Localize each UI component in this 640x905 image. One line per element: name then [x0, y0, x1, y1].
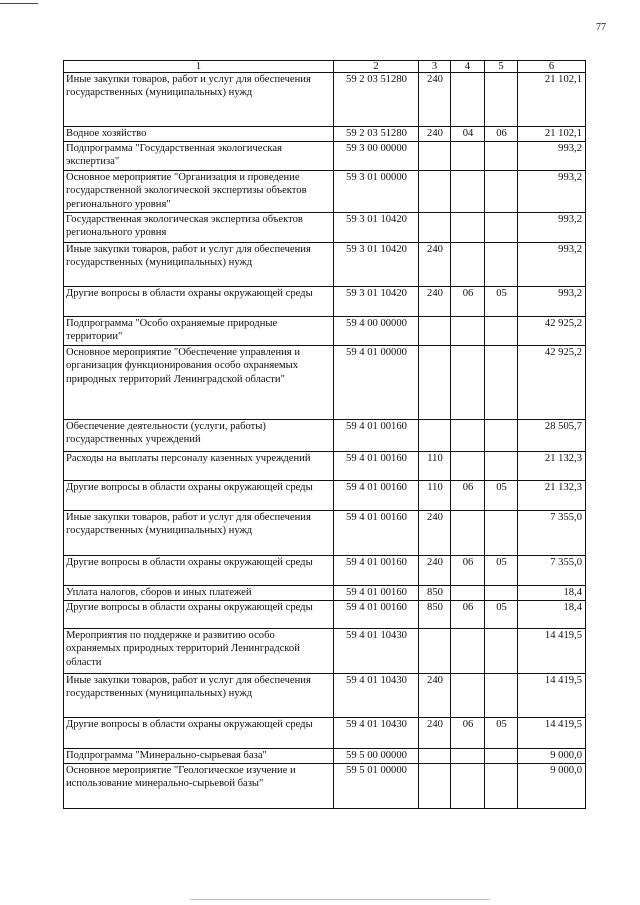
row-rz — [451, 142, 485, 171]
row-code: 59 4 01 00160 — [334, 420, 419, 452]
table-row — [64, 346, 586, 420]
col-header-6: 6 — [518, 61, 586, 73]
row-vr: 240 — [419, 511, 451, 556]
col-header-3: 3 — [419, 61, 451, 73]
row-rz — [451, 171, 485, 213]
row-pr — [485, 73, 518, 127]
row-sum: 18,4 — [518, 586, 586, 601]
row-name: Другие вопросы в области охраны окружающей среды — [64, 601, 334, 629]
col-header-1: 1 — [64, 61, 334, 73]
row-vr — [419, 171, 451, 213]
table-header-row — [64, 61, 586, 73]
row-name: Обеспечение деятельности (услуги, работы) государственных учреждений — [64, 420, 334, 452]
row-name: Государственная экологическая экспертиза объектов регионального уровня — [64, 213, 334, 243]
row-pr: 05 — [485, 556, 518, 586]
row-vr: 850 — [419, 601, 451, 629]
row-code: 59 4 00 00000 — [334, 317, 419, 346]
row-pr: 05 — [485, 287, 518, 317]
table-row — [64, 73, 586, 127]
row-code: 59 4 01 10430 — [334, 629, 419, 674]
row-vr: 240 — [419, 674, 451, 718]
row-vr: 240 — [419, 243, 451, 287]
row-vr: 240 — [419, 73, 451, 127]
row-rz — [451, 764, 485, 809]
budget-table — [63, 60, 586, 809]
row-pr: 05 — [485, 718, 518, 749]
table-row — [64, 142, 586, 171]
row-vr — [419, 629, 451, 674]
row-pr — [485, 142, 518, 171]
row-sum: 21 132,3 — [518, 481, 586, 511]
row-name: Подпрограмма "Минерально-сырьевая база" — [64, 749, 334, 764]
row-sum: 21 132,3 — [518, 452, 586, 481]
col-header-5: 5 — [485, 61, 518, 73]
table-row — [64, 171, 586, 213]
row-code: 59 5 00 00000 — [334, 749, 419, 764]
row-vr — [419, 420, 451, 452]
table-row — [64, 317, 586, 346]
row-name: Водное хозяйство — [64, 127, 334, 142]
table-row — [64, 556, 586, 586]
page-number: 77 — [596, 22, 606, 33]
row-code: 59 4 01 00160 — [334, 556, 419, 586]
table-row — [64, 749, 586, 764]
row-pr — [485, 317, 518, 346]
row-sum: 7 355,0 — [518, 556, 586, 586]
row-rz — [451, 73, 485, 127]
bottom-rule — [190, 899, 490, 900]
row-pr — [485, 452, 518, 481]
row-sum: 14 419,5 — [518, 718, 586, 749]
row-sum: 993,2 — [518, 243, 586, 287]
row-vr: 110 — [419, 452, 451, 481]
row-vr — [419, 213, 451, 243]
row-pr: 05 — [485, 481, 518, 511]
row-code: 59 4 01 00160 — [334, 452, 419, 481]
row-rz — [451, 346, 485, 420]
row-sum: 993,2 — [518, 142, 586, 171]
row-code: 59 2 03 51280 — [334, 73, 419, 127]
row-name: Другие вопросы в области охраны окружающей среды — [64, 718, 334, 749]
row-pr — [485, 213, 518, 243]
row-name: Другие вопросы в области охраны окружающей среды — [64, 287, 334, 317]
row-pr: 05 — [485, 601, 518, 629]
row-pr — [485, 674, 518, 718]
row-sum: 18,4 — [518, 601, 586, 629]
row-rz: 06 — [451, 718, 485, 749]
row-code: 59 3 01 10420 — [334, 243, 419, 287]
row-pr — [485, 586, 518, 601]
row-name: Другие вопросы в области охраны окружающей среды — [64, 481, 334, 511]
row-rz: 06 — [451, 556, 485, 586]
table-row — [64, 481, 586, 511]
row-sum: 14 419,5 — [518, 674, 586, 718]
row-code: 59 4 01 00160 — [334, 511, 419, 556]
row-vr: 240 — [419, 287, 451, 317]
row-vr — [419, 346, 451, 420]
table-row — [64, 287, 586, 317]
row-sum: 993,2 — [518, 171, 586, 213]
row-code: 59 3 01 10420 — [334, 213, 419, 243]
row-sum: 9 000,0 — [518, 749, 586, 764]
row-rz: 06 — [451, 601, 485, 629]
row-rz: 06 — [451, 287, 485, 317]
row-vr — [419, 142, 451, 171]
row-rz — [451, 511, 485, 556]
row-rz: 04 — [451, 127, 485, 142]
row-vr: 110 — [419, 481, 451, 511]
row-rz — [451, 317, 485, 346]
row-sum: 993,2 — [518, 287, 586, 317]
row-name: Другие вопросы в области охраны окружающей среды — [64, 556, 334, 586]
row-sum: 42 925,2 — [518, 346, 586, 420]
col-header-4: 4 — [451, 61, 485, 73]
table-row — [64, 127, 586, 142]
row-code: 59 5 01 00000 — [334, 764, 419, 809]
row-name: Иные закупки товаров, работ и услуг для обеспечения государственных (муниципальных) нужд — [64, 243, 334, 287]
row-sum: 21 102,1 — [518, 127, 586, 142]
row-rz — [451, 674, 485, 718]
row-vr — [419, 764, 451, 809]
row-rz — [451, 213, 485, 243]
row-code: 59 4 01 00160 — [334, 481, 419, 511]
table-row — [64, 674, 586, 718]
table-row — [64, 629, 586, 674]
row-name: Мероприятия по поддержке и развитию особо охраняемых природных территорий Ленинградской области — [64, 629, 334, 674]
row-vr — [419, 749, 451, 764]
row-rz: 06 — [451, 481, 485, 511]
row-vr — [419, 317, 451, 346]
row-name: Подпрограмма "Особо охраняемые природные территории" — [64, 317, 334, 346]
row-code: 59 3 01 10420 — [334, 287, 419, 317]
row-pr — [485, 346, 518, 420]
row-name: Уплата налогов, сборов и иных платежей — [64, 586, 334, 601]
row-name: Основное мероприятие "Организация и проведение государственной экологической экспертизы объектов регионального уровня" — [64, 171, 334, 213]
row-name: Основное мероприятие "Обеспечение управления и организация функционирования особо охраняемых природных территорий Ленинградской области" — [64, 346, 334, 420]
row-pr — [485, 749, 518, 764]
row-pr — [485, 243, 518, 287]
row-rz — [451, 243, 485, 287]
row-vr: 850 — [419, 586, 451, 601]
row-rz — [451, 452, 485, 481]
table-row — [64, 511, 586, 556]
row-sum: 21 102,1 — [518, 73, 586, 127]
row-code: 59 3 01 00000 — [334, 171, 419, 213]
row-name: Основное мероприятие "Геологическое изучение и использование минерально-сырьевой базы" — [64, 764, 334, 809]
row-sum: 14 419,5 — [518, 629, 586, 674]
table-row — [64, 213, 586, 243]
table-row — [64, 586, 586, 601]
row-name: Расходы на выплаты персоналу казенных учреждений — [64, 452, 334, 481]
row-pr — [485, 511, 518, 556]
row-name: Подпрограмма "Государственная экологическая экспертиза" — [64, 142, 334, 171]
table-row — [64, 243, 586, 287]
row-sum: 7 355,0 — [518, 511, 586, 556]
row-name: Иные закупки товаров, работ и услуг для обеспечения государственных (муниципальных) нужд — [64, 511, 334, 556]
row-rz — [451, 420, 485, 452]
row-pr: 06 — [485, 127, 518, 142]
row-rz — [451, 586, 485, 601]
row-vr: 240 — [419, 556, 451, 586]
row-code: 59 4 01 00160 — [334, 586, 419, 601]
row-sum: 42 925,2 — [518, 317, 586, 346]
row-sum: 9 000,0 — [518, 764, 586, 809]
table-row — [64, 452, 586, 481]
table-row — [64, 718, 586, 749]
row-rz — [451, 749, 485, 764]
table-row — [64, 764, 586, 809]
row-pr — [485, 764, 518, 809]
row-pr — [485, 171, 518, 213]
row-code: 59 4 01 00000 — [334, 346, 419, 420]
row-vr: 240 — [419, 718, 451, 749]
row-pr — [485, 629, 518, 674]
row-sum: 993,2 — [518, 213, 586, 243]
row-sum: 28 505,7 — [518, 420, 586, 452]
row-code: 59 3 00 00000 — [334, 142, 419, 171]
row-name: Иные закупки товаров, работ и услуг для обеспечения государственных (муниципальных) нужд — [64, 73, 334, 127]
top-rule — [0, 3, 38, 4]
row-rz — [451, 629, 485, 674]
row-name: Иные закупки товаров, работ и услуг для обеспечения государственных (муниципальных) нужд — [64, 674, 334, 718]
table-row — [64, 601, 586, 629]
table-row — [64, 420, 586, 452]
row-code: 59 2 03 51280 — [334, 127, 419, 142]
row-code: 59 4 01 10430 — [334, 674, 419, 718]
row-code: 59 4 01 10430 — [334, 718, 419, 749]
row-code: 59 4 01 00160 — [334, 601, 419, 629]
row-vr: 240 — [419, 127, 451, 142]
col-header-2: 2 — [334, 61, 419, 73]
row-pr — [485, 420, 518, 452]
